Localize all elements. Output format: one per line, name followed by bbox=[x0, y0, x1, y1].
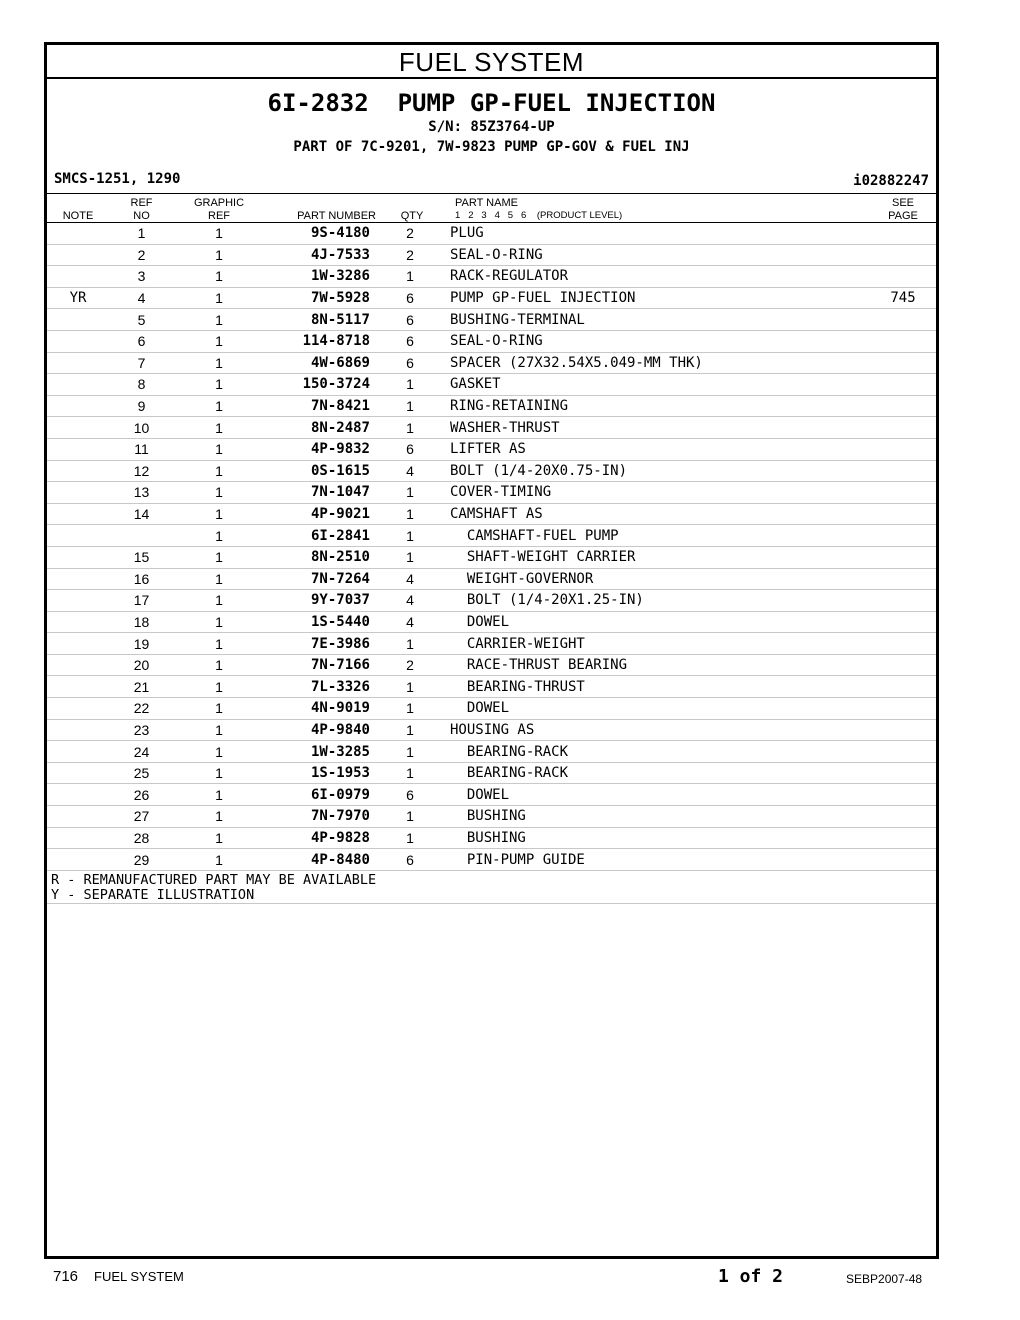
row-part-number: 4P-9840 bbox=[264, 719, 370, 741]
row-part-number: 6I-0979 bbox=[264, 784, 370, 806]
note-separate-illustration: Y - SEPARATE ILLUSTRATION bbox=[51, 887, 255, 903]
row-see-page bbox=[870, 827, 936, 849]
row-graphic-ref: 1 bbox=[174, 525, 264, 547]
row-part-number: 6I-2841 bbox=[264, 525, 370, 547]
footer-left bbox=[53, 1268, 184, 1285]
row-qty: 6 bbox=[370, 849, 450, 871]
row-part-number: 1W-3286 bbox=[264, 266, 370, 288]
row-part-name: DOWEL bbox=[450, 698, 870, 720]
row-ref-no: 11 bbox=[109, 438, 174, 460]
row-graphic-ref: 1 bbox=[174, 590, 264, 612]
table-row bbox=[47, 525, 936, 547]
row-note bbox=[47, 417, 109, 439]
row-ref-no: 3 bbox=[109, 266, 174, 288]
row-note bbox=[47, 827, 109, 849]
row-part-number: 7N-7166 bbox=[264, 654, 370, 676]
row-note bbox=[47, 374, 109, 396]
row-qty: 1 bbox=[370, 698, 450, 720]
row-part-number: 150-3724 bbox=[264, 374, 370, 396]
row-graphic-ref: 1 bbox=[174, 266, 264, 288]
row-note bbox=[47, 438, 109, 460]
row-ref-no: 7 bbox=[109, 352, 174, 374]
row-qty: 6 bbox=[370, 309, 450, 331]
row-graphic-ref: 1 bbox=[174, 762, 264, 784]
row-graphic-ref: 1 bbox=[174, 784, 264, 806]
row-part-number: 7N-7264 bbox=[264, 568, 370, 590]
row-qty: 4 bbox=[370, 568, 450, 590]
row-graphic-ref: 1 bbox=[174, 244, 264, 266]
row-note bbox=[47, 223, 109, 244]
row-note bbox=[47, 611, 109, 633]
row-graphic-ref: 1 bbox=[174, 741, 264, 763]
row-part-name: SEAL-O-RING bbox=[450, 244, 870, 266]
row-graphic-ref: 1 bbox=[174, 482, 264, 504]
row-graphic-ref: 1 bbox=[174, 698, 264, 720]
row-part-number: 4P-8480 bbox=[264, 849, 370, 871]
table-row bbox=[47, 417, 936, 439]
row-qty: 6 bbox=[370, 438, 450, 460]
table-row bbox=[47, 352, 936, 374]
row-see-page bbox=[870, 654, 936, 676]
row-see-page bbox=[870, 568, 936, 590]
row-part-number: 8N-2487 bbox=[264, 417, 370, 439]
table-row bbox=[47, 676, 936, 698]
row-part-name: BOLT (1/4-20X1.25-IN) bbox=[450, 590, 870, 612]
row-part-name: SPACER (27X32.54X5.049-MM THK) bbox=[450, 352, 870, 374]
row-part-name: COVER-TIMING bbox=[450, 482, 870, 504]
row-qty: 1 bbox=[370, 395, 450, 417]
row-see-page bbox=[870, 374, 936, 396]
row-note bbox=[47, 352, 109, 374]
row-see-page bbox=[870, 762, 936, 784]
row-ref-no: 25 bbox=[109, 762, 174, 784]
page-frame bbox=[44, 42, 939, 1259]
row-graphic-ref: 1 bbox=[174, 460, 264, 482]
row-part-name: GASKET bbox=[450, 374, 870, 396]
row-part-name: RACK-REGULATOR bbox=[450, 266, 870, 288]
row-ref-no: 8 bbox=[109, 374, 174, 396]
row-part-number: 7N-1047 bbox=[264, 482, 370, 504]
table-row bbox=[47, 546, 936, 568]
footer-page-of: 1 of 2 bbox=[718, 1266, 784, 1287]
row-ref-no: 22 bbox=[109, 698, 174, 720]
row-graphic-ref: 1 bbox=[174, 611, 264, 633]
row-graphic-ref: 1 bbox=[174, 676, 264, 698]
row-qty: 1 bbox=[370, 374, 450, 396]
row-see-page bbox=[870, 417, 936, 439]
row-graphic-ref: 1 bbox=[174, 503, 264, 525]
row-part-name: BUSHING-TERMINAL bbox=[450, 309, 870, 331]
table-row bbox=[47, 395, 936, 417]
col-header-see-page: SEE PAGE bbox=[888, 197, 918, 222]
table-row bbox=[47, 287, 936, 309]
row-see-page bbox=[870, 546, 936, 568]
row-part-name: WEIGHT-GOVERNOR bbox=[450, 568, 870, 590]
row-qty: 6 bbox=[370, 352, 450, 374]
table-row bbox=[47, 827, 936, 849]
table-row bbox=[47, 503, 936, 525]
row-see-page bbox=[870, 676, 936, 698]
row-part-name: WASHER-THRUST bbox=[450, 417, 870, 439]
row-qty: 2 bbox=[370, 223, 450, 244]
row-ref-no: 27 bbox=[109, 806, 174, 828]
row-part-number: 0S-1615 bbox=[264, 460, 370, 482]
header-rule-top bbox=[47, 193, 936, 194]
row-qty: 1 bbox=[370, 546, 450, 568]
row-graphic-ref: 1 bbox=[174, 806, 264, 828]
row-ref-no: 6 bbox=[109, 330, 174, 352]
row-part-number: 4W-6869 bbox=[264, 352, 370, 374]
row-see-page bbox=[870, 784, 936, 806]
row-qty: 1 bbox=[370, 266, 450, 288]
row-part-name: CARRIER-WEIGHT bbox=[450, 633, 870, 655]
row-ref-no: 15 bbox=[109, 546, 174, 568]
table-row bbox=[47, 719, 936, 741]
row-qty: 4 bbox=[370, 460, 450, 482]
parts-table bbox=[47, 223, 936, 871]
row-graphic-ref: 1 bbox=[174, 374, 264, 396]
row-part-name: BUSHING bbox=[450, 827, 870, 849]
footer-section: FUEL SYSTEM bbox=[94, 1269, 184, 1284]
row-graphic-ref: 1 bbox=[174, 827, 264, 849]
section-title: FUEL SYSTEM bbox=[47, 45, 936, 79]
row-graphic-ref: 1 bbox=[174, 633, 264, 655]
row-graphic-ref: 1 bbox=[174, 287, 264, 309]
row-qty: 1 bbox=[370, 417, 450, 439]
row-note bbox=[47, 719, 109, 741]
row-note bbox=[47, 849, 109, 871]
row-note bbox=[47, 741, 109, 763]
row-see-page bbox=[870, 590, 936, 612]
row-note bbox=[47, 676, 109, 698]
row-see-page bbox=[870, 719, 936, 741]
table-row bbox=[47, 698, 936, 720]
row-ref-no: 29 bbox=[109, 849, 174, 871]
row-note bbox=[47, 633, 109, 655]
table-row bbox=[47, 460, 936, 482]
row-part-name: LIFTER AS bbox=[450, 438, 870, 460]
row-part-number: 4N-9019 bbox=[264, 698, 370, 720]
row-part-name: PUMP GP-FUEL INJECTION bbox=[450, 287, 870, 309]
col-header-ref-no: REF NO bbox=[130, 197, 153, 222]
row-part-number: 8N-5117 bbox=[264, 309, 370, 331]
row-qty: 6 bbox=[370, 330, 450, 352]
row-part-number: 7N-8421 bbox=[264, 395, 370, 417]
row-note bbox=[47, 590, 109, 612]
row-graphic-ref: 1 bbox=[174, 330, 264, 352]
row-part-name: BOLT (1/4-20X0.75-IN) bbox=[450, 460, 870, 482]
row-see-page bbox=[870, 633, 936, 655]
row-ref-no: 13 bbox=[109, 482, 174, 504]
row-part-name: CAMSHAFT AS bbox=[450, 503, 870, 525]
row-part-number: 7E-3986 bbox=[264, 633, 370, 655]
row-graphic-ref: 1 bbox=[174, 223, 264, 244]
table-row bbox=[47, 266, 936, 288]
row-part-name: BEARING-RACK bbox=[450, 741, 870, 763]
row-graphic-ref: 1 bbox=[174, 849, 264, 871]
row-part-name: RACE-THRUST BEARING bbox=[450, 654, 870, 676]
smcs-code: SMCS-1251, 1290 bbox=[54, 171, 181, 187]
table-row bbox=[47, 611, 936, 633]
col-header-part-number: PART NUMBER bbox=[297, 210, 376, 222]
row-note bbox=[47, 309, 109, 331]
notes-block bbox=[51, 873, 376, 903]
col-header-note: NOTE bbox=[62, 210, 94, 222]
row-see-page bbox=[870, 849, 936, 871]
row-ref-no: 4 bbox=[109, 287, 174, 309]
row-graphic-ref: 1 bbox=[174, 568, 264, 590]
row-part-name: BUSHING bbox=[450, 806, 870, 828]
row-graphic-ref: 1 bbox=[174, 395, 264, 417]
row-note bbox=[47, 654, 109, 676]
row-part-number: 1W-3285 bbox=[264, 741, 370, 763]
table-row bbox=[47, 438, 936, 460]
row-note bbox=[47, 330, 109, 352]
row-qty: 4 bbox=[370, 611, 450, 633]
illustration-id: i02882247 bbox=[853, 173, 929, 189]
row-note bbox=[47, 698, 109, 720]
row-qty: 6 bbox=[370, 784, 450, 806]
row-see-page bbox=[870, 611, 936, 633]
row-part-name: SEAL-O-RING bbox=[450, 330, 870, 352]
row-see-page bbox=[870, 525, 936, 547]
row-part-name: HOUSING AS bbox=[450, 719, 870, 741]
table-row bbox=[47, 762, 936, 784]
product-level-scale: 1 2 3 4 5 6 (PRODUCT LEVEL) bbox=[455, 210, 623, 221]
row-part-name: DOWEL bbox=[450, 784, 870, 806]
row-part-number: 1S-5440 bbox=[264, 611, 370, 633]
table-row bbox=[47, 223, 936, 244]
part-of-line: PART OF 7C-9201, 7W-9823 PUMP GP-GOV & FUEL INJ bbox=[293, 139, 690, 155]
row-graphic-ref: 1 bbox=[174, 438, 264, 460]
table-row bbox=[47, 633, 936, 655]
table-row bbox=[47, 330, 936, 352]
row-ref-no: 20 bbox=[109, 654, 174, 676]
row-ref-no: 19 bbox=[109, 633, 174, 655]
row-part-number: 4P-9832 bbox=[264, 438, 370, 460]
row-part-number: 9S-4180 bbox=[264, 223, 370, 244]
table-row bbox=[47, 309, 936, 331]
row-ref-no: 12 bbox=[109, 460, 174, 482]
table-row bbox=[47, 568, 936, 590]
row-ref-no: 2 bbox=[109, 244, 174, 266]
row-part-name: PIN-PUMP GUIDE bbox=[450, 849, 870, 871]
table-row bbox=[47, 590, 936, 612]
row-part-name: SHAFT-WEIGHT CARRIER bbox=[450, 546, 870, 568]
row-see-page bbox=[870, 352, 936, 374]
row-qty: 1 bbox=[370, 827, 450, 849]
row-qty: 1 bbox=[370, 676, 450, 698]
row-see-page bbox=[870, 244, 936, 266]
serial-number-range: S/N: 85Z3764-UP bbox=[428, 119, 555, 135]
row-graphic-ref: 1 bbox=[174, 654, 264, 676]
row-qty: 1 bbox=[370, 482, 450, 504]
row-see-page bbox=[870, 309, 936, 331]
row-note bbox=[47, 806, 109, 828]
row-graphic-ref: 1 bbox=[174, 546, 264, 568]
row-note bbox=[47, 525, 109, 547]
row-note bbox=[47, 395, 109, 417]
row-ref-no: 21 bbox=[109, 676, 174, 698]
row-qty: 1 bbox=[370, 525, 450, 547]
note-remanufactured: R - REMANUFACTURED PART MAY BE AVAILABLE bbox=[51, 872, 377, 888]
row-see-page bbox=[870, 266, 936, 288]
row-ref-no: 14 bbox=[109, 503, 174, 525]
footer-page-number: 716 bbox=[53, 1268, 79, 1285]
row-part-name: BEARING-THRUST bbox=[450, 676, 870, 698]
footer-doc-id: SEBP2007-48 bbox=[846, 1272, 923, 1286]
row-see-page bbox=[870, 460, 936, 482]
table-row bbox=[47, 654, 936, 676]
row-see-page bbox=[870, 482, 936, 504]
row-ref-no: 18 bbox=[109, 611, 174, 633]
row-see-page bbox=[870, 503, 936, 525]
row-ref-no: 26 bbox=[109, 784, 174, 806]
row-part-name: DOWEL bbox=[450, 611, 870, 633]
row-part-number: 1S-1953 bbox=[264, 762, 370, 784]
page-title: 6I-2832 PUMP GP-FUEL INJECTION bbox=[267, 89, 716, 117]
table-row bbox=[47, 741, 936, 763]
row-see-page bbox=[870, 330, 936, 352]
row-ref-no: 23 bbox=[109, 719, 174, 741]
row-see-page bbox=[870, 806, 936, 828]
row-qty: 4 bbox=[370, 590, 450, 612]
table-row bbox=[47, 784, 936, 806]
row-note bbox=[47, 546, 109, 568]
table-row bbox=[47, 806, 936, 828]
row-note bbox=[47, 482, 109, 504]
row-part-number: 7W-5928 bbox=[264, 287, 370, 309]
row-ref-no: 28 bbox=[109, 827, 174, 849]
row-qty: 1 bbox=[370, 762, 450, 784]
row-qty: 1 bbox=[370, 806, 450, 828]
table-row bbox=[47, 849, 936, 871]
row-part-name: BEARING-RACK bbox=[450, 762, 870, 784]
row-ref-no: 17 bbox=[109, 590, 174, 612]
row-qty: 6 bbox=[370, 287, 450, 309]
row-ref-no: 24 bbox=[109, 741, 174, 763]
row-qty: 1 bbox=[370, 719, 450, 741]
row-see-page bbox=[870, 223, 936, 244]
row-see-page bbox=[870, 698, 936, 720]
row-qty: 1 bbox=[370, 633, 450, 655]
row-ref-no: 9 bbox=[109, 395, 174, 417]
row-note bbox=[47, 784, 109, 806]
row-qty: 1 bbox=[370, 741, 450, 763]
row-part-number: 8N-2510 bbox=[264, 546, 370, 568]
row-part-number: 9Y-7037 bbox=[264, 590, 370, 612]
table-row bbox=[47, 482, 936, 504]
row-part-number: 7N-7970 bbox=[264, 806, 370, 828]
row-see-page bbox=[870, 395, 936, 417]
row-see-page bbox=[870, 741, 936, 763]
row-graphic-ref: 1 bbox=[174, 417, 264, 439]
col-header-graphic-ref: GRAPHIC REF bbox=[193, 197, 245, 222]
row-note bbox=[47, 762, 109, 784]
table-row bbox=[47, 374, 936, 396]
col-header-qty: QTY bbox=[400, 210, 424, 222]
row-part-name: PLUG bbox=[450, 223, 870, 244]
row-ref-no: 5 bbox=[109, 309, 174, 331]
row-note bbox=[47, 503, 109, 525]
row-qty: 1 bbox=[370, 503, 450, 525]
row-note bbox=[47, 460, 109, 482]
row-note bbox=[47, 244, 109, 266]
notes-rule bbox=[47, 903, 936, 904]
row-part-number: 114-8718 bbox=[264, 330, 370, 352]
row-note: YR bbox=[47, 287, 109, 309]
row-see-page bbox=[870, 438, 936, 460]
row-ref-no bbox=[109, 525, 174, 547]
row-graphic-ref: 1 bbox=[174, 719, 264, 741]
col-header-part-name: PART NAME bbox=[455, 197, 518, 209]
row-ref-no: 1 bbox=[109, 223, 174, 244]
row-ref-no: 10 bbox=[109, 417, 174, 439]
row-qty: 2 bbox=[370, 244, 450, 266]
row-note bbox=[47, 568, 109, 590]
row-part-number: 4P-9021 bbox=[264, 503, 370, 525]
row-part-number: 7L-3326 bbox=[264, 676, 370, 698]
row-see-page: 745 bbox=[870, 287, 936, 309]
row-part-name: CAMSHAFT-FUEL PUMP bbox=[450, 525, 870, 547]
row-part-number: 4P-9828 bbox=[264, 827, 370, 849]
row-ref-no: 16 bbox=[109, 568, 174, 590]
row-qty: 2 bbox=[370, 654, 450, 676]
row-note bbox=[47, 266, 109, 288]
table-row bbox=[47, 244, 936, 266]
row-part-number: 4J-7533 bbox=[264, 244, 370, 266]
row-graphic-ref: 1 bbox=[174, 309, 264, 331]
row-graphic-ref: 1 bbox=[174, 352, 264, 374]
row-part-name: RING-RETAINING bbox=[450, 395, 870, 417]
